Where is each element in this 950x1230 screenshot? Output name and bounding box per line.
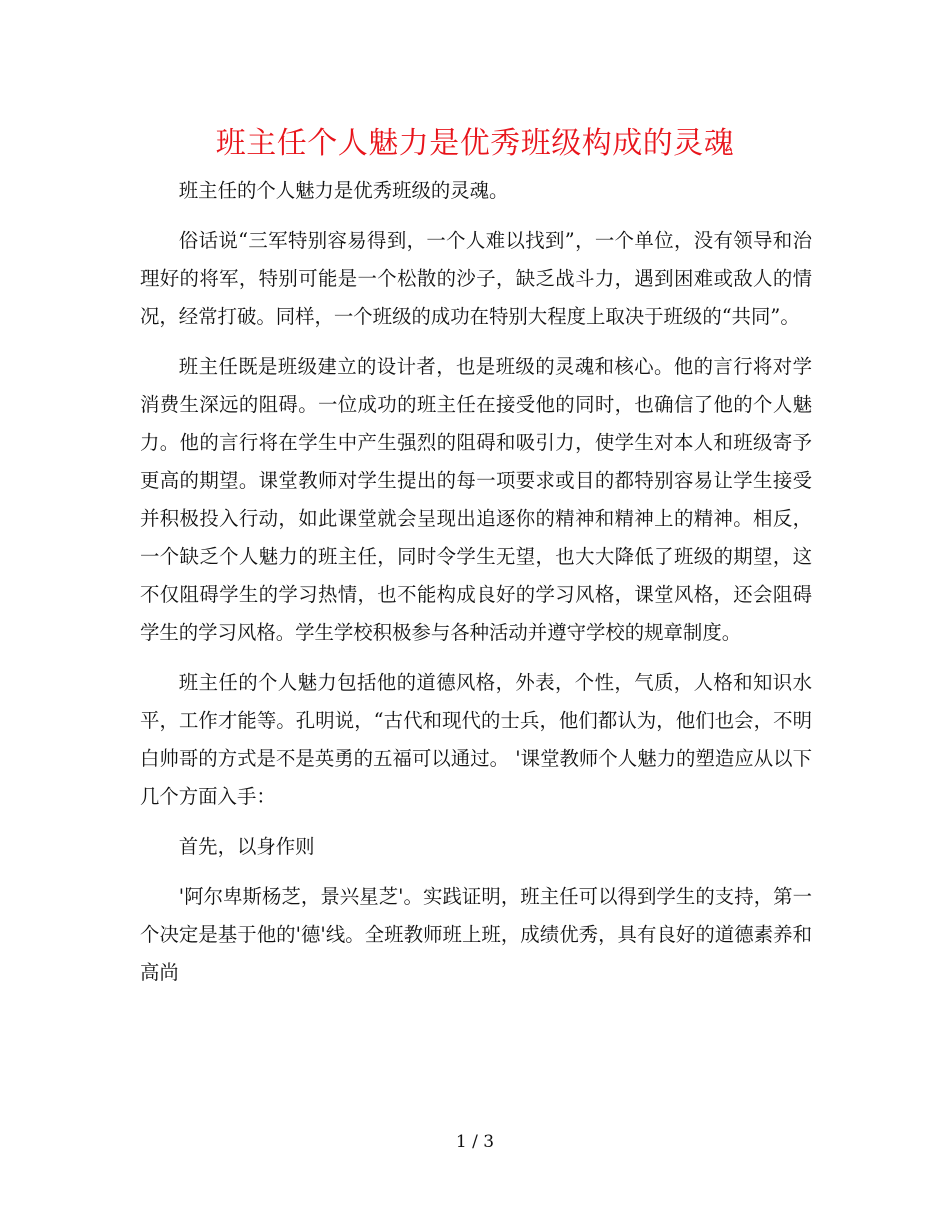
paragraph: 班主任的个人魅力是优秀班级的灵魂。 — [178, 179, 509, 202]
document-body — [140, 172, 812, 992]
paragraph: 俗话说“三军特别容易得到，一个人难以找到”，一个单位，没有领导和治理好的将军，特别可能是一个松散的沙子，缺乏战斗力，遇到困难或敌人的情况，经常打破。同样，一个班级的成功在特别大程度上取决于班级的“共同”。 — [140, 229, 812, 328]
paragraph: '阿尔卑斯杨芝，景兴星芝'。实践证明，班主任可以得到学生的支持，第一个决定是基于他的'德'线。全班教师班上班，成绩优秀，具有良好的道德素养和高尚 — [140, 885, 812, 984]
paragraph: 班主任的个人魅力包括他的道德风格，外表，个性，气质，人格和知识水平，工作才能等。孔明说，“古代和现代的士兵，他们都认为，他们也会，不明白帅哥的方式是不是英勇的五福可以通过。 '课堂教师个人魅力的塑造应从以下几个方面入手： — [140, 671, 812, 808]
page-number: 1 / 3 — [455, 1132, 495, 1152]
paragraph: 班主任既是班级建立的设计者，也是班级的灵魂和核心。他的言行将对学消费生深远的阻碍。一位成功的班主任在接受他的同时，也确信了他的个人魅力。他的言行将在学生中产生强烈的阻碍和吸引力，使学生对本人和班级寄予更高的期望。课堂教师对学生提出的每一项要求或目的都特别容易让学生接受并积极投入行动，如此课堂就会呈现出追逐你的精神和精神上的精神。相反，一个缺乏个人魅力的班主任，同时令学生无望，也大大降低了班级的期望，这不仅阻碍学生的学习热情，也不能构成良好的学习风格，课堂风格，还会阻碍学生的学习风格。学生学校积极参与各种活动并遵守学校的规章制度。 — [140, 355, 812, 644]
document-title: 班主任个人魅力是优秀班级构成的灵魂 — [215, 126, 735, 161]
paragraph: 首先，以身作则 — [178, 835, 315, 858]
